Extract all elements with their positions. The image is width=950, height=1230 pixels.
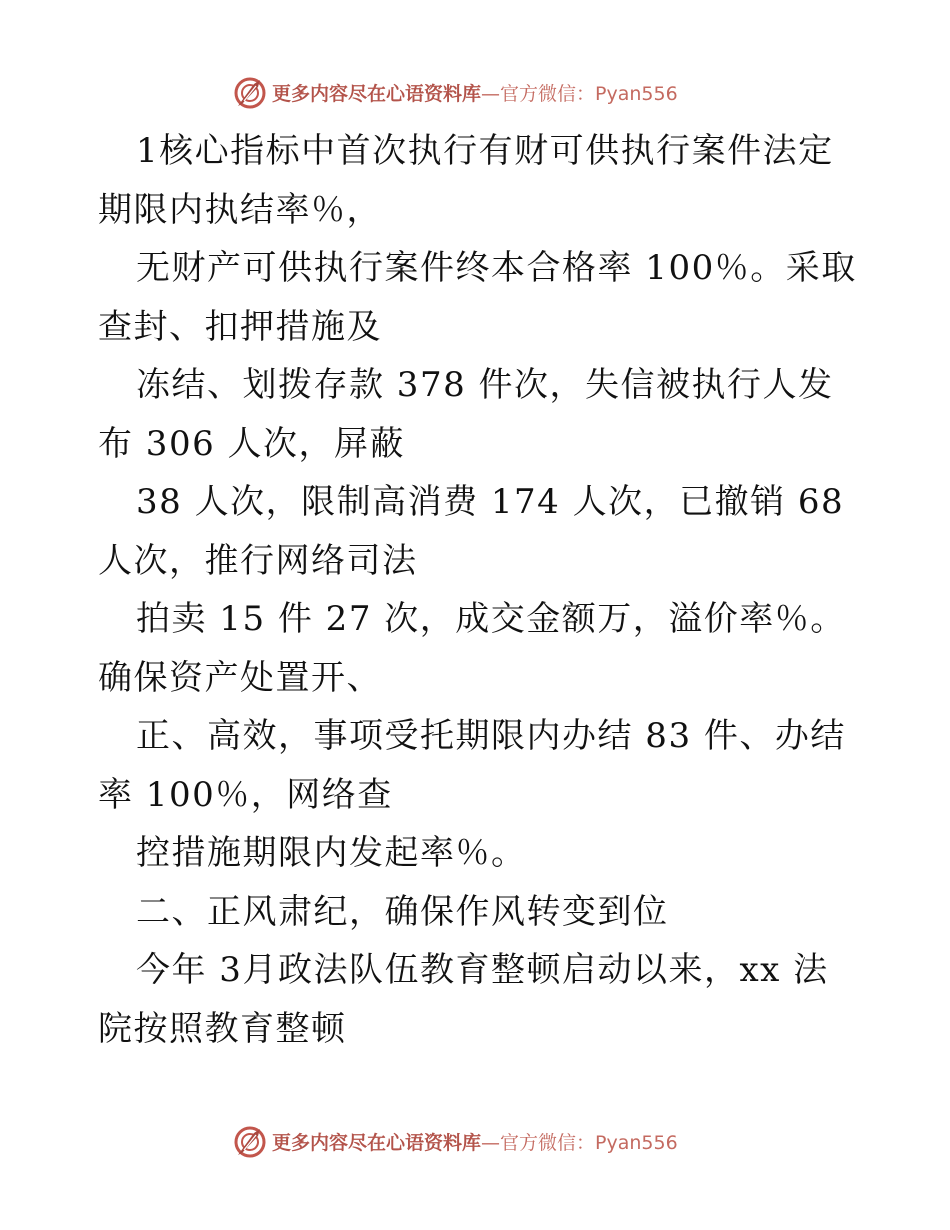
paragraph: 正、高效，事项受托期限内办结 83 件、办结率 100％，网络查 xyxy=(98,716,846,815)
header-banner xyxy=(232,72,678,112)
paragraph: 拍卖 15 件 27 次，成交金额万，溢价率％。确保资产处置开、 xyxy=(98,599,846,698)
quill-pen-icon xyxy=(232,1123,268,1159)
header-promo-text: 更多内容尽在心语资料库 xyxy=(272,82,482,105)
paragraph: 今年 3月政法队伍教育整顿启动以来，xx 法院按照教育整顿 xyxy=(98,950,829,1049)
paragraph: 控措施期限内发起率％。 xyxy=(136,833,527,873)
document-body xyxy=(98,122,858,1058)
paragraph: 无财产可供执行案件终本合格率 100％。采取查封、扣押措施及 xyxy=(98,248,857,347)
paragraph: 1核心指标中首次执行有财可供执行案件法定期限内执结率％， xyxy=(98,131,834,230)
footer-contact-text: —官方微信：Pyan556 xyxy=(481,1131,678,1154)
paragraph: 冻结、划拨存款 378 件次，失信被执行人发布 306 人次，屏蔽 xyxy=(98,365,834,464)
footer-promo-text: 更多内容尽在心语资料库 xyxy=(272,1131,482,1154)
paragraph: 38 人次，限制高消费 174 人次，已撤销 68 人次，推行网络司法 xyxy=(98,482,845,581)
section-heading: 二、正风肃纪，确保作风转变到位 xyxy=(136,891,669,932)
quill-pen-icon xyxy=(232,74,268,110)
footer-banner xyxy=(232,1121,678,1161)
header-contact-text: —官方微信：Pyan556 xyxy=(481,82,678,105)
